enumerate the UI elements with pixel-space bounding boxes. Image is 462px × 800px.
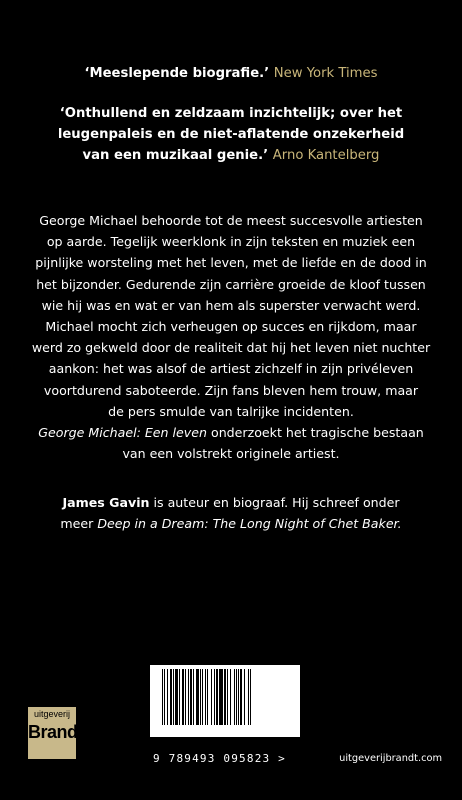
publisher-logo-small: uitgeverij xyxy=(33,709,71,719)
author-name: James Gavin xyxy=(62,495,150,510)
author-bio-text: is auteur en biograaf. Hij schreef onder xyxy=(149,495,400,510)
author-bio-text: meer xyxy=(60,516,98,531)
author-book-title: Deep in a Dream: The Long Night of Chet Baker. xyxy=(97,516,402,531)
description-line: Michael mocht zich verheugen op succes en rijkdom, maar xyxy=(45,319,417,335)
description-line: werd zo gekweld door de realiteit dat hij het leven niet nuchter xyxy=(31,340,431,356)
barcode-gap xyxy=(253,669,254,725)
barcode-bars xyxy=(162,669,290,725)
book-description xyxy=(30,210,432,464)
book-title: George Michael: Een leven xyxy=(38,425,207,441)
quote-source: New York Times xyxy=(273,66,378,81)
description-text: onderzoekt het tragische bestaan xyxy=(206,425,424,441)
description-line: wie hij was en wat er van hem als superster verwacht werd. xyxy=(41,297,421,313)
description-line-title xyxy=(30,422,432,443)
barcode xyxy=(150,665,300,737)
quote-line-last xyxy=(40,145,422,166)
description-line: de pers smulde van talrijke incidenten. xyxy=(108,403,354,419)
description-line: van een volstrekt originele artiest. xyxy=(122,446,340,462)
author-bio xyxy=(40,492,422,534)
description-line: George Michael behoorde tot de meest succesvolle artiesten xyxy=(39,213,423,228)
description-line: pijnlijke worsteling met het leven, met de liefde en de dood in xyxy=(35,255,427,271)
quote-line: ‘Onthullend en zeldzaam inzichtelijk; over het xyxy=(59,106,403,121)
barcode-number: 9 789493 095823 > xyxy=(153,752,286,765)
quote-text: ‘Meeslepende biografie.’ xyxy=(84,66,270,81)
quote-line: leugenpaleis en de niet-aflatende onzekerheid xyxy=(57,127,405,142)
publisher-logo xyxy=(28,707,83,759)
author-bio-line-1 xyxy=(40,492,422,513)
publisher-logo-big: Brandt xyxy=(28,722,83,742)
review-quote-2 xyxy=(40,103,422,166)
description-line: het bijzonder. Gedurende zijn carrière groeide de kloof tussen xyxy=(36,276,426,292)
review-quote-1 xyxy=(40,63,422,84)
author-bio-line-2 xyxy=(40,513,422,534)
description-line: aankon: het was alsof de artiest zichzelf in zijn privéleven xyxy=(48,361,414,377)
publisher-website: uitgeverijbrandt.com xyxy=(339,753,442,764)
description-line: voortdurend saboteerde. Zijn fans bleven hem trouw, maar xyxy=(43,382,419,398)
quote-source: Arno Kantelberg xyxy=(272,148,380,163)
description-line: op aarde. Tegelijk weerklonk in zijn teksten en muziek een xyxy=(46,234,416,250)
quote-line: van een muzikaal genie.’ xyxy=(82,148,269,163)
